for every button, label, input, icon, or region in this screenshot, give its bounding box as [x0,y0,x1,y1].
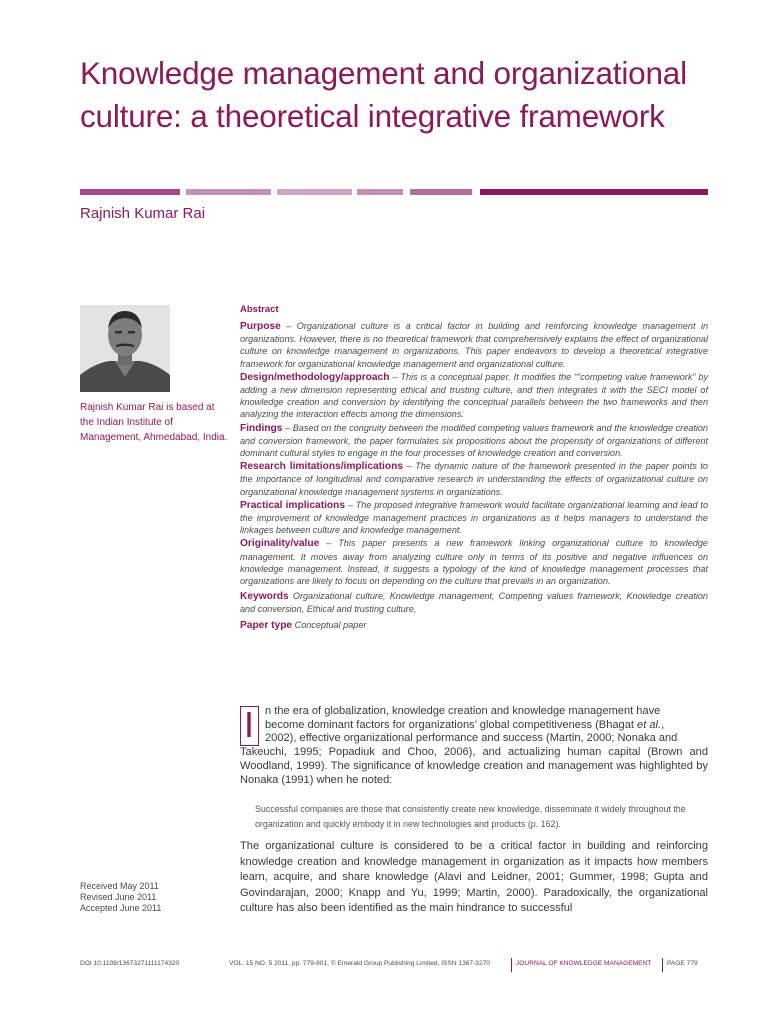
intro-paragraph [240,705,708,787]
author-bio: Rajnish Kumar Rai is based at the Indian Institute of Management, Ahmedabad, India. [80,402,228,443]
abstract-text: – Based on the congruity between the modified competing values framework and the knowledge creation and conversion framework, the paper formulates six propositions about the propensity of organizations of different dominant cultural styles to engage in the four processes of knowledge creation and conversion. [240,422,708,459]
abstract-text: – This paper presents a new framework linking organizational culture to knowledge management. It moves away from analyzing culture only in terms of its positive and negative influences on knowledge management. Instead, it suggests a typology of the kind of knowledge management processes that organizations are likely to focus on depending on the culture that prevails in an organization. [240,538,708,587]
rule-segment [80,189,180,195]
footer-page: PAGE 779 [667,960,698,967]
abstract-text: – This is a conceptual paper. It modifies the ““competing value framework” by adding a new dimension representing ethical and trusting culture, and then integrates it with the SECI model of knowledge creation and conversion by identifying the conceptual parallels between the two frameworks and then analyzing the interaction effects among the dimensions. [240,371,709,420]
intro-line: 2002), effective organizational performance and success (Martin, 2000; Nonaka and [265,732,678,745]
abstract-text: Organizational culture, Knowledge management, Competing values framework, Knowledge creation and conversion, Ethical and trusting culture, [240,591,708,615]
footer-volume: VOL. 15 NO. 5 2011, pp. 779-801, © Emerald Group Publishing Limited, ISSN 1367-3270 [229,960,490,967]
abstract-label: Abstract [240,304,279,315]
author-photo [80,305,170,392]
footer-divider [662,958,663,972]
abstract [240,320,708,632]
abstract-text: – The dynamic nature of the framework presented in the paper points to the importance of longitudinal and comparative research in understanding the effects of organizational culture on organizational knowledge management systems in organizations. [240,461,708,497]
received-dates [80,881,230,914]
intro-text: , [661,718,665,731]
intro-rest: Takeuchi, 1995; Popadiuk and Choo, 2006), and actualizing human capital (Brown and Woodland, 1999). The significance of knowledge creation and management was highlighted by Nonaka (1991) when he noted: [240,746,708,786]
abstract-text: – The proposed integrative framework would facilitate organizational learning and lead to the improvement of knowledge management practices in organizations as it helps managers to understand the linkages between culture and knowledge management. [240,499,709,536]
abstract-section [240,371,708,421]
abstract-section [240,537,708,587]
accepted-line: Accepted June 2011 [80,903,162,913]
abstract-section [240,460,708,498]
intro-emphasis: et al. [637,718,662,731]
body-paragraph: The organizational culture is considered to be a critical factor in building and reinforcing knowledge creation and knowledge management in organization as it impacts how members learn, acquire, and share knowledge (Alavi and Leidner, 2001; Gummer, 1998; Gupta and Govindarajan, 2000; Knapp and Yu, 1999; Martin, 2000). Paradoxically, the organizational culture has also been identified as the main hindrance to successful [240,840,708,914]
rule-segment [186,189,271,195]
rule-segment [277,189,352,195]
received-line: Received May 2011 [80,881,159,891]
footer-doi: DOI 10.1108/13673271111174320 [80,960,180,967]
intro-line: n the era of globalization, knowledge creation and knowledge management have [265,705,661,717]
dropcap-letter: I [244,704,255,745]
abstract-section [240,499,708,537]
abstract-text: Conceptual paper [294,619,367,630]
abstract-heading: Findings [240,422,283,434]
abstract-heading: Paper type [240,619,293,631]
abstract-heading: Originality/value [240,538,320,550]
footer-journal: JOURNAL OF KNOWLEDGE MANAGEMENT [516,960,652,967]
abstract-heading: Purpose [240,321,281,332]
rule-segment [357,189,403,195]
page-footer [0,958,768,972]
revised-line: Revised June 2011 [80,892,157,902]
abstract-section [240,320,708,370]
intro-line [240,719,708,733]
abstract-section [240,422,708,460]
abstract-heading: Keywords [240,591,289,603]
abstract-section [240,619,708,632]
rule-segment [410,189,472,195]
intro-text: become dominant factors for organizations’ global competitiveness (Bhagat [265,718,638,731]
rule-segment [480,189,708,195]
abstract-text: – Organizational culture is a critical factor in building and reinforcing knowledge management in organizations. However, there is no theoretical framework that comprehensively explains the effect of organizational culture on knowledge management in organizations. This paper endeavors to develop a theoretical integrative framework for organizational knowledge management and organizational culture. [240,321,708,369]
abstract-heading: Research limitations/implications [240,461,403,473]
abstract-section [240,590,708,615]
paper-title: Knowledge management and organizational culture: a theoretical integrative framework [80,55,687,134]
abstract-heading: Practical implications [240,499,346,511]
abstract-heading: Design/methodology/approach [240,371,390,383]
footer-divider [511,958,512,972]
block-quote: Successful companies are those that consistently create new knowledge, disseminate it widely throughout the organization and quickly embody it in new technologies and products (p. 162). [255,804,686,829]
author-name: Rajnish Kumar Rai [80,205,206,222]
